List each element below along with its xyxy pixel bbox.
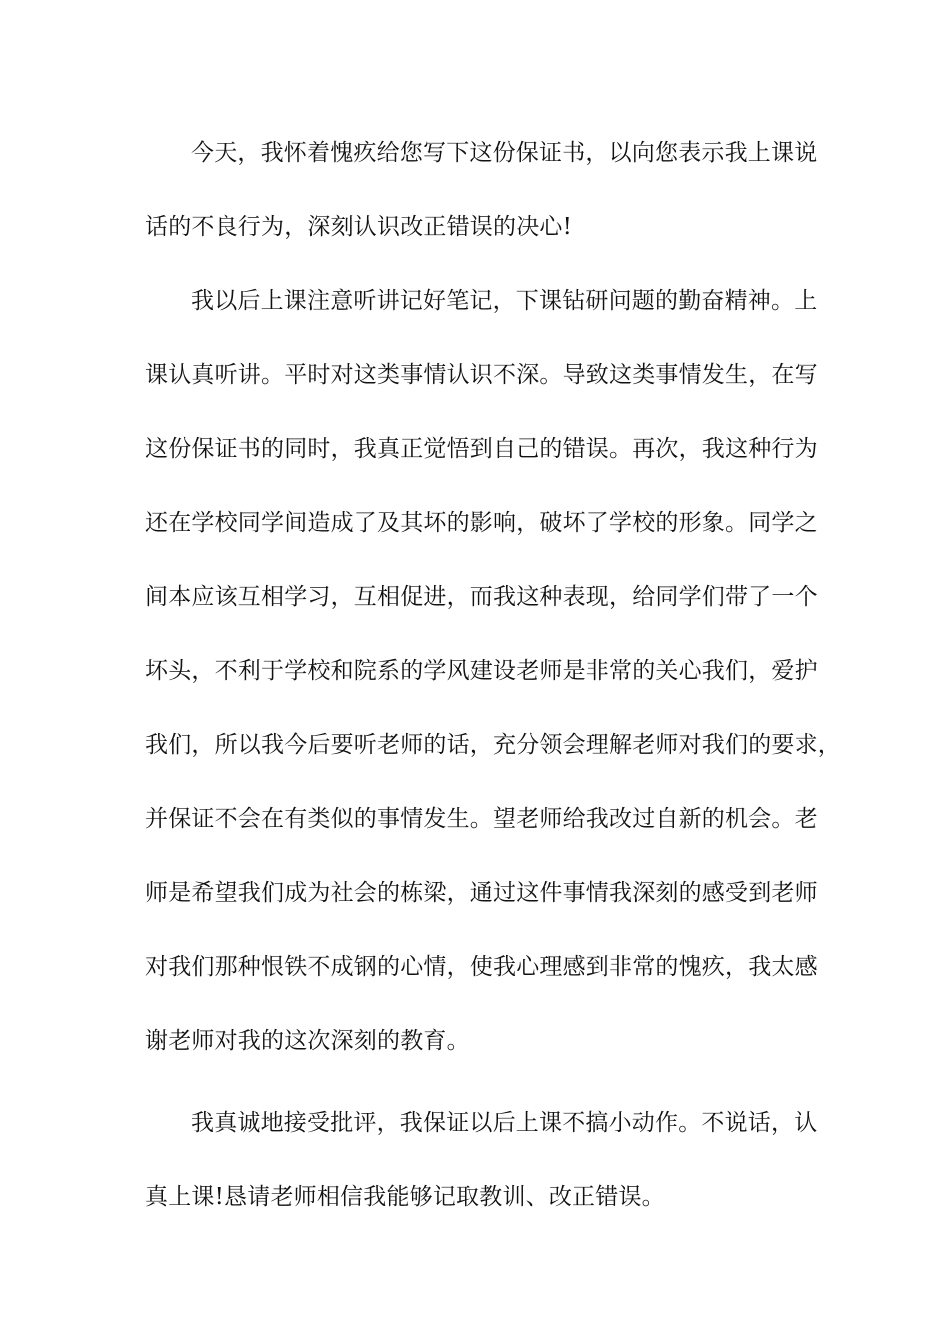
paragraph-2-line-4: 还在学校同学间造成了及其坏的影响，破坏了学校的形象。同学之 [145, 510, 818, 536]
paragraph-1-line-1: 今天，我怀着愧疚给您写下这份保证书，以向您表示我上课说 [191, 140, 818, 166]
paragraph-1-line-2: 话的不良行为，深刻认识改正错误的决心! [145, 214, 573, 240]
paragraph-2-line-10: 对我们那种恨铁不成钢的心情，使我心理感到非常的愧疚，我太感 [145, 954, 818, 980]
paragraph-2-line-7: 我们，所以我今后要听老师的话，充分领会理解老师对我们的要求， [145, 732, 841, 758]
paragraph-2-line-1: 我以后上课注意听讲记好笔记，下课钻研问题的勤奋精神。上 [191, 288, 818, 314]
paragraph-3-line-1: 我真诚地接受批评，我保证以后上课不搞小动作。不说话，认 [191, 1110, 818, 1136]
paragraph-2-line-8: 并保证不会在有类似的事情发生。望老师给我改过自新的机会。老 [145, 806, 818, 832]
paragraph-2-line-6: 坏头，不利于学校和院系的学风建设老师是非常的关心我们，爱护 [145, 658, 818, 684]
paragraph-2-line-3: 这份保证书的同时，我真正觉悟到自己的错误。再次，我这种行为 [145, 436, 818, 462]
paragraph-2-line-5: 间本应该互相学习，互相促进，而我这种表现，给同学们带了一个 [145, 584, 818, 610]
paragraph-2-line-2: 课认真听讲。平时对这类事情认识不深。导致这类事情发生，在写 [145, 362, 818, 388]
paragraph-3-line-2: 真上课!恳请老师相信我能够记取教训、改正错误。 [145, 1184, 665, 1210]
paragraph-2-line-11: 谢老师对我的这次深刻的教育。 [145, 1028, 470, 1054]
paragraph-2-line-9: 师是希望我们成为社会的栋梁，通过这件事情我深刻的感受到老师 [145, 880, 818, 906]
